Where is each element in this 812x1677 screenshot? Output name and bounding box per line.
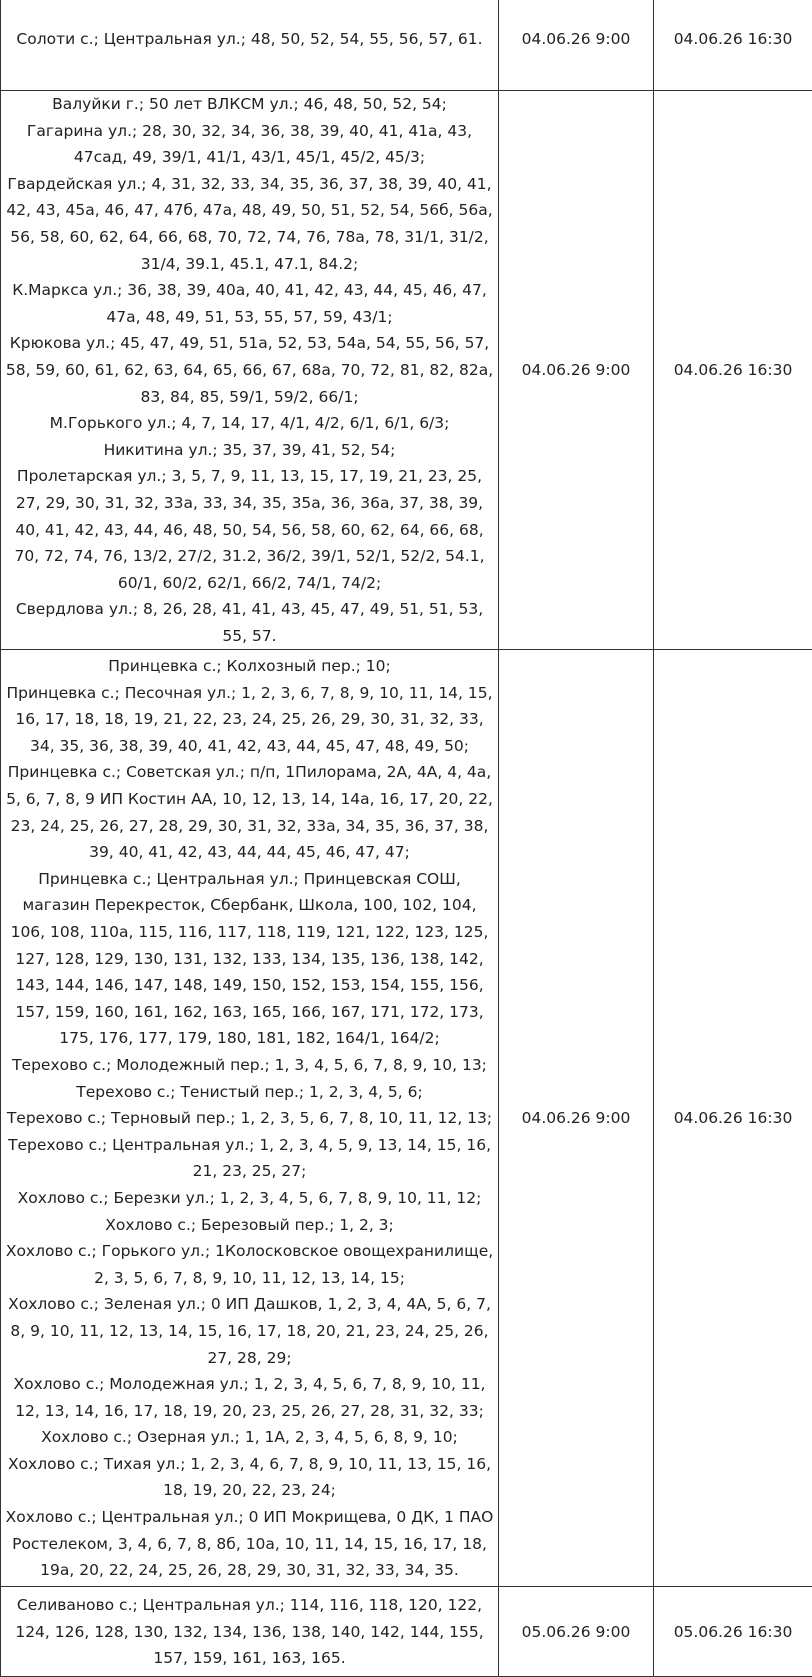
address-entry: Терехово с.; Тенистый пер.; 1, 2, 3, 4, 5, 6; — [3, 1079, 496, 1106]
table-row — [1, 0, 812, 91]
address-entry: Терехово с.; Терновый пер.; 1, 2, 3, 5, 6, 7, 8, 10, 11, 12, 13; — [3, 1105, 496, 1132]
address-entry: Принцевка с.; Песочная ул.; 1, 2, 3, 6, 7, 8, 9, 10, 11, 14, 15, 16, 17, 18, 18, 19, 21, 22, 23, 24, 25, 26, 29, 30, 31, 32, 33, 34, 35, 36, 38, 39, 40, 41, 42, 43, 44, 45, 47, 48, 49, 50; — [3, 680, 496, 760]
start-time-cell: 04.06.26 9:00 — [499, 650, 654, 1587]
address-entry: М.Горького ул.; 4, 7, 14, 17, 4/1, 4/2, 6/1, 6/1, 6/3; — [3, 410, 496, 437]
table-row — [1, 650, 812, 1587]
address-entry: Гвардейская ул.; 4, 31, 32, 33, 34, 35, 36, 37, 38, 39, 40, 41, 42, 43, 45а, 46, 47, 47б, 47а, 48, 49, 50, 51, 52, 54, 56б, 56а, 56, 58, 60, 62, 64, 66, 68, 70, 72, 74, 76, 78а, 78, 31/1, 31/2, 31/4, 39.1, 45.1, 47.1, 84.2; — [3, 171, 496, 277]
address-entry: Гагарина ул.; 28, 30, 32, 34, 36, 38, 39, 40, 41, 41а, 43, 47сад, 49, 39/1, 41/1, 43/1, 45/1, 45/2, 45/3; — [3, 118, 496, 171]
addresses-cell — [1, 91, 499, 650]
address-entry: Хохлово с.; Зеленая ул.; 0 ИП Дашков, 1, 2, 3, 4, 4А, 5, 6, 7, 8, 9, 10, 11, 12, 13, 14, 15, 16, 17, 18, 20, 21, 23, 24, 25, 26, 27, 28, 29; — [3, 1291, 496, 1371]
address-entry: Валуйки г.; 50 лет ВЛКСМ ул.; 46, 48, 50, 52, 54; — [3, 91, 496, 118]
address-entry: Терехово с.; Молодежный пер.; 1, 3, 4, 5, 6, 7, 8, 9, 10, 13; — [3, 1052, 496, 1079]
addresses-cell — [1, 650, 499, 1587]
end-time-cell: 04.06.26 16:30 — [654, 0, 812, 91]
addresses-cell — [1, 0, 499, 91]
address-entry: Хохлово с.; Горького ул.; 1Колосковское овощехранилище, 2, 3, 5, 6, 7, 8, 9, 10, 11, 12, 13, 14, 15; — [3, 1238, 496, 1291]
address-entry: Принцевка с.; Колхозный пер.; 10; — [3, 653, 496, 680]
table-row — [1, 1587, 812, 1677]
address-entry: Никитина ул.; 35, 37, 39, 41, 52, 54; — [3, 437, 496, 464]
table-row — [1, 91, 812, 650]
start-time-cell: 04.06.26 9:00 — [499, 0, 654, 91]
address-entry: Хохлово с.; Молодежная ул.; 1, 2, 3, 4, 5, 6, 7, 8, 9, 10, 11, 12, 13, 14, 16, 17, 18, 19, 20, 23, 25, 26, 27, 28, 31, 32, 33; — [3, 1371, 496, 1424]
start-time-cell: 04.06.26 9:00 — [499, 91, 654, 650]
address-entry: Селиваново с.; Центральная ул.; 114, 116, 118, 120, 122, 124, 126, 128, 130, 132, 134, 136, 138, 140, 142, 144, 155, 157, 159, 161, 163, 165. — [3, 1592, 496, 1672]
address-entry: Принцевка с.; Центральная ул.; Принцевская СОШ, магазин Перекресток, Сбербанк, Школа, 100, 102, 104, 106, 108, 110а, 115, 116, 117, 118, 119, 121, 122, 123, 125, 127, 128, 129, 130, 131, 132, 133, 134, 135, 136, 138, 142, 143, 144, 146, 147, 148, 149, 150, 152, 153, 154, 155, 156, 157, 159, 160, 161, 162, 163, 165, 166, 167, 171, 172, 173, 175, 176, 177, 179, 180, 181, 182, 164/1, 164/2; — [3, 866, 496, 1052]
address-entry: Хохлово с.; Березки ул.; 1, 2, 3, 4, 5, 6, 7, 8, 9, 10, 11, 12; — [3, 1185, 496, 1212]
address-entry: Солоти с.; Центральная ул.; 48, 50, 52, 54, 55, 56, 57, 61. — [3, 26, 496, 53]
address-entry: Хохлово с.; Озерная ул.; 1, 1А, 2, 3, 4, 5, 6, 8, 9, 10; — [3, 1424, 496, 1451]
address-entry: Крюкова ул.; 45, 47, 49, 51, 51а, 52, 53, 54а, 54, 55, 56, 57, 58, 59, 60, 61, 62, 63, 64, 65, 66, 67, 68а, 70, 72, 81, 82, 82а, 83, 84, 85, 59/1, 59/2, 66/1; — [3, 330, 496, 410]
address-entry: Хохлово с.; Березовый пер.; 1, 2, 3; — [3, 1212, 496, 1239]
address-entry: Свердлова ул.; 8, 26, 28, 41, 41, 43, 45, 47, 49, 51, 51, 53, 55, 57. — [3, 596, 496, 649]
end-time-cell: 04.06.26 16:30 — [654, 650, 812, 1587]
address-entry: К.Маркса ул.; 36, 38, 39, 40а, 40, 41, 42, 43, 44, 45, 46, 47, 47а, 48, 49, 51, 53, 55, 57, 59, 43/1; — [3, 277, 496, 330]
addresses-cell — [1, 1587, 499, 1677]
address-entry: Принцевка с.; Советская ул.; п/п, 1Пилорама, 2А, 4А, 4, 4а, 5, 6, 7, 8, 9 ИП Костин АА, 10, 12, 13, 14, 14а, 16, 17, 20, 22, 23, 24, 25, 26, 27, 28, 29, 30, 31, 32, 33а, 34, 35, 36, 37, 38, 39, 40, 41, 42, 43, 44, 44, 45, 46, 47, 47; — [3, 759, 496, 865]
end-time-cell: 04.06.26 16:30 — [654, 91, 812, 650]
start-time-cell: 05.06.26 9:00 — [499, 1587, 654, 1677]
address-entry: Хохлово с.; Центральная ул.; 0 ИП Мокрищева, 0 ДК, 1 ПАО Ростелеком, 3, 4, 6, 7, 8, 8б, 10а, 10, 11, 14, 15, 16, 17, 18, 19а, 20, 22, 24, 25, 26, 28, 29, 30, 31, 32, 33, 34, 35. — [3, 1504, 496, 1584]
end-time-cell: 05.06.26 16:30 — [654, 1587, 812, 1677]
address-entry: Хохлово с.; Тихая ул.; 1, 2, 3, 4, 6, 7, 8, 9, 10, 11, 13, 15, 16, 18, 19, 20, 22, 23, 24; — [3, 1451, 496, 1504]
address-entry: Терехово с.; Центральная ул.; 1, 2, 3, 4, 5, 9, 13, 14, 15, 16, 21, 23, 25, 27; — [3, 1132, 496, 1185]
address-entry: Пролетарская ул.; 3, 5, 7, 9, 11, 13, 15, 17, 19, 21, 23, 25, 27, 29, 30, 31, 32, 33а, 33, 34, 35, 35а, 36, 36а, 37, 38, 39, 40, 41, 42, 43, 44, 46, 48, 50, 54, 56, 58, 60, 62, 64, 66, 68, 70, 72, 74, 76, 13/2, 27/2, 31.2, 36/2, 39/1, 52/1, 52/2, 54.1, 60/1, 60/2, 62/1, 66/2, 74/1, 74/2; — [3, 463, 496, 596]
